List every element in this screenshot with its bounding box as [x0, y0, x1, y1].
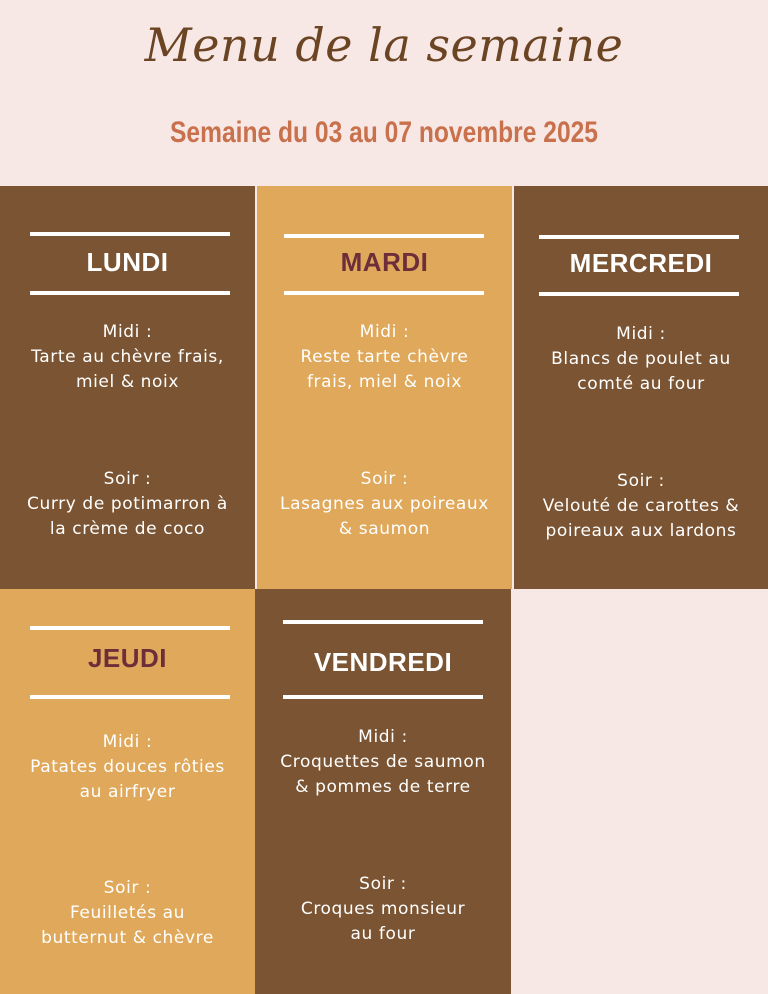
- divider-top: [30, 232, 230, 236]
- soir-block: [0, 467, 255, 542]
- day-card-mercredi: [514, 186, 768, 589]
- midi-dish: Patates douces rôties au airfryer: [30, 757, 225, 802]
- page-title: Menu de la semaine: [144, 18, 624, 72]
- soir-block: [0, 876, 255, 951]
- soir-block: [514, 469, 768, 544]
- midi-block: [0, 320, 255, 395]
- day-name: MERCREDI: [569, 248, 713, 278]
- divider-bottom: [30, 291, 230, 295]
- midi-dish: Croquettes de saumon & pommes de terre: [280, 752, 486, 797]
- soir-dish: Velouté de carottes & poireaux aux lardons: [542, 496, 740, 541]
- soir-block: [255, 872, 511, 947]
- soir-dish: Croques monsieur au four: [300, 899, 466, 944]
- day-name: LUNDI: [86, 247, 169, 277]
- day-card-jeudi: [0, 589, 255, 994]
- day-name: VENDREDI: [313, 647, 453, 677]
- page-subtitle: Semaine du 03 au 07 novembre 2025: [170, 116, 598, 149]
- midi-dish: Blancs de poulet au comté au four: [551, 349, 731, 394]
- divider-bottom: [30, 695, 230, 699]
- soir-dish: Curry de potimarron à la crème de coco: [27, 494, 228, 539]
- divider-top: [283, 620, 483, 624]
- soir-label: Soir :: [103, 469, 152, 489]
- divider-top: [539, 235, 739, 239]
- midi-block: [0, 730, 255, 805]
- day-card-mardi: [257, 186, 512, 589]
- day-name: JEUDI: [87, 643, 168, 673]
- midi-block: [255, 725, 511, 800]
- midi-label: Midi :: [102, 322, 153, 342]
- midi-block: [257, 320, 512, 395]
- divider-top: [30, 626, 230, 630]
- midi-label: Midi :: [359, 322, 410, 342]
- midi-dish: Reste tarte chèvre frais, miel & noix: [300, 347, 469, 392]
- divider-bottom: [284, 291, 484, 295]
- divider-bottom: [539, 292, 739, 296]
- soir-label: Soir :: [359, 874, 407, 894]
- divider-bottom: [283, 695, 483, 699]
- soir-label: Soir :: [617, 471, 665, 491]
- day-card-lundi: [0, 186, 255, 589]
- soir-label: Soir :: [360, 469, 409, 489]
- soir-label: Soir :: [103, 878, 152, 898]
- midi-dish: Tarte au chèvre frais, miel & noix: [31, 347, 224, 392]
- midi-block: [514, 322, 768, 397]
- divider-top: [284, 234, 484, 238]
- soir-dish: Lasagnes aux poireaux & saumon: [280, 494, 489, 539]
- midi-label: Midi :: [616, 324, 666, 344]
- soir-block: [257, 467, 512, 542]
- day-card-vendredi: [255, 589, 511, 994]
- day-name: MARDI: [340, 247, 429, 277]
- midi-label: Midi :: [358, 727, 408, 747]
- soir-dish: Feuilletés au butternut & chèvre: [41, 903, 214, 948]
- midi-label: Midi :: [102, 732, 153, 752]
